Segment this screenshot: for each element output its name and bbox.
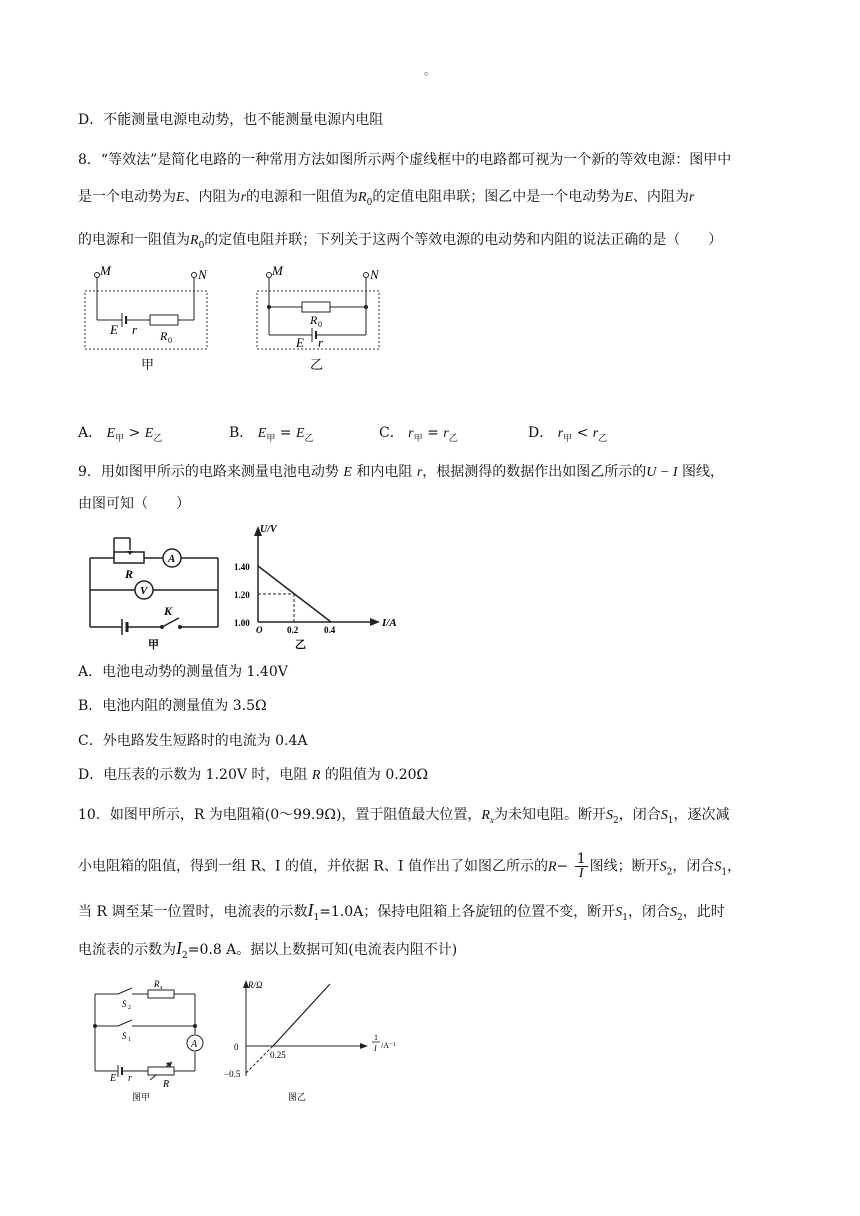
q10-stem-line3: 当 R 调至某一位置时，电流表的示数$I_1=1.0A$；保持电阻箱上各旋钮的位置不变，断开$S_1$，闭合$S_2$，此时: [78, 900, 725, 923]
svg-text:K: K: [164, 604, 173, 618]
svg-text:乙: 乙: [310, 357, 324, 372]
svg-text:R: R: [160, 329, 168, 343]
q9-option-c: C．外电路发生短路时的电流为 0.4A: [78, 733, 308, 749]
svg-text:乙: 乙: [295, 639, 306, 651]
svg-text:x: x: [160, 985, 163, 991]
svg-text:0: 0: [168, 336, 172, 345]
q9-stem-line2: 由图可知（ ）: [78, 496, 190, 512]
svg-text:I/A: I/A: [382, 617, 397, 629]
svg-text:图甲: 图甲: [132, 1092, 151, 1102]
q8-circuit-jia: [80, 265, 215, 375]
q10-line-solid: [273, 984, 330, 1046]
header-mark: 。: [424, 64, 435, 77]
svg-text:A: A: [191, 1039, 198, 1050]
svg-text:U/V: U/V: [260, 524, 277, 535]
q8-option-b: B． $E_甲 = E_乙$: [229, 425, 314, 444]
q8-stem-line3: 的电源和一阻值为$R_0$的定值电阻并联；下列关于这两个等效电源的电动势和内阻的说法正确的是（ ）: [78, 232, 723, 251]
svg-text:N: N: [198, 267, 207, 282]
svg-text:甲: 甲: [148, 639, 159, 651]
q10-r-inverse-i-graph: [222, 976, 422, 1106]
svg-text:M: M: [272, 265, 283, 278]
svg-text:0.2: 0.2: [287, 625, 299, 635]
svg-text:0.25: 0.25: [270, 1050, 286, 1060]
q9-circuit-jia: [84, 530, 224, 654]
q8-circuit-yi: [252, 265, 387, 375]
svg-text:I: I: [374, 1044, 377, 1053]
svg-text:r: r: [318, 335, 324, 350]
svg-text:R: R: [163, 1079, 170, 1090]
q8-stem-line2: 是一个电动势为E、内阻为r的电源和一阻值为$R_0$的定值电阻串联；图乙中是一个电动势为E、内阻为r: [78, 189, 695, 208]
q7-option-d: D．不能测量电源电动势，也不能测量电源内电阻: [78, 112, 384, 128]
svg-text:图乙: 图乙: [288, 1092, 307, 1102]
q9-ui-graph: [232, 522, 407, 652]
q10-stem-line4: 电流表的示数为$I_2=0.8$ A。据以上数据可知(电流表内阻不计): [78, 938, 458, 961]
svg-text:−0.5: −0.5: [224, 1069, 241, 1079]
fraction-1-over-I: $\frac{1}{I}$: [576, 851, 586, 881]
svg-text:2: 2: [128, 1005, 131, 1011]
svg-text:0.4: 0.4: [324, 625, 336, 635]
svg-text:R: R: [125, 567, 134, 581]
q9-option-a: A．电池电动势的测量值为 1.40V: [78, 664, 288, 680]
svg-text:0: 0: [318, 320, 322, 329]
svg-text:S: S: [122, 1031, 127, 1041]
svg-text:r: r: [132, 322, 138, 337]
svg-text:O: O: [256, 625, 263, 635]
svg-text:R: R: [154, 979, 160, 989]
svg-text:r: r: [128, 1073, 132, 1084]
svg-text:E: E: [110, 1073, 117, 1084]
svg-text:V: V: [140, 585, 148, 597]
q8-stem-line1: 8．“等效法”是简化电路的一种常用方法如图所示两个虚线框中的电路都可视为一个新的等效电源：图甲中: [78, 152, 732, 168]
svg-text:S: S: [122, 999, 127, 1009]
q9-stem-line1: 9．用如图甲所示的电路来测量电池电动势 E 和内电阻 r，根据测得的数据作出如图乙所示的U − I 图线，: [78, 464, 724, 480]
q10-stem-line1: 10．如图甲所示，R 为电阻箱(0～99.9Ω)，置于阻值最大位置，$R_x$为未知电阻。断开$S_2$，闭合$S_1$，逐次减: [78, 807, 730, 826]
svg-text:0: 0: [234, 1042, 239, 1052]
q10-stem-line2: 小电阻箱的阻值，得到一组 R、I 的值，并依据 R、I 值作出了如图乙所示的R− $\frac{1}{I}$ 图线；断开$S_2$，闭合$S_1$，: [78, 851, 742, 881]
svg-text:1.40: 1.40: [234, 562, 250, 572]
q8-option-a: A． $E_甲 > E_乙$: [78, 425, 163, 444]
svg-text:E: E: [110, 322, 118, 337]
svg-text:1: 1: [374, 1033, 378, 1042]
svg-text:/A⁻¹: /A⁻¹: [381, 1041, 396, 1050]
svg-text:R: R: [310, 313, 318, 327]
svg-text:A: A: [168, 553, 176, 565]
svg-text:1.20: 1.20: [234, 590, 250, 600]
q9-option-d: D．电压表的示数为 1.20V 时，电阻 R 的阻值为 0.20Ω: [78, 767, 429, 783]
svg-text:R/Ω: R/Ω: [248, 980, 263, 990]
svg-text:M: M: [100, 265, 111, 278]
svg-text:E: E: [296, 335, 304, 350]
q9-option-b: B．电池内阻的测量值为 3.5Ω: [78, 698, 267, 714]
svg-text:1.00: 1.00: [234, 618, 250, 628]
svg-text:1: 1: [128, 1037, 131, 1043]
q10-line-dashed: [246, 1046, 273, 1073]
svg-text:N: N: [370, 267, 379, 282]
q8-option-d: D． $r_甲 < r_乙$: [528, 425, 608, 444]
svg-text:甲: 甲: [141, 357, 155, 372]
q8-option-c: C． $r_甲 = r_乙$: [379, 425, 458, 444]
q10-circuit-jia: [88, 976, 213, 1106]
